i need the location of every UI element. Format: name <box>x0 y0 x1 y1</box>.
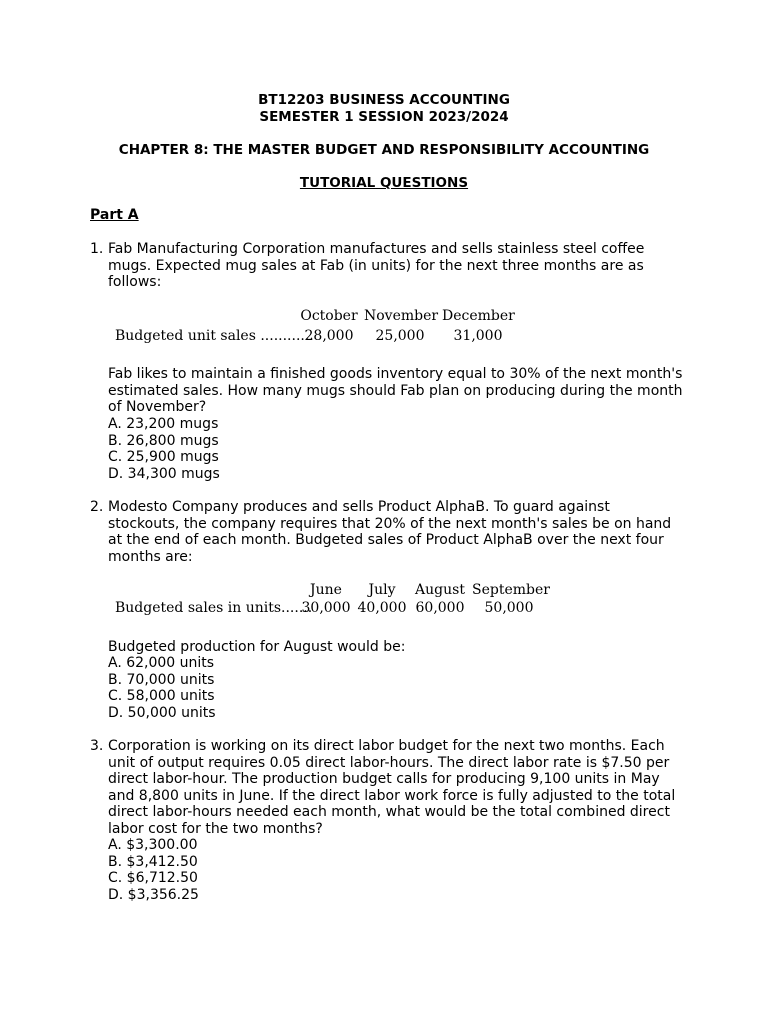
answer-option: B. 26,800 mugs <box>108 432 219 449</box>
question-line: stockouts, the company requires that 20% of the next month's sales be on hand <box>108 515 672 532</box>
table-cell: 28,000 <box>304 328 354 344</box>
table-column-header: June <box>310 582 342 598</box>
question-line: direct labor-hour. The production budget calls for producing 9,100 units in May <box>108 771 660 788</box>
answer-option: A. 62,000 units <box>108 655 215 671</box>
answer-option: A. 23,200 mugs <box>108 416 219 432</box>
question-line: Fab likes to maintain a finished goods inventory equal to 30% of the next month's <box>108 366 683 382</box>
question-line: unit of output requires 0.05 direct labor-hours. The direct labor rate is $7.50 per <box>108 754 670 771</box>
question-line: and 8,800 units in June. If the direct labor work force is fully adjusted to the total <box>108 787 676 804</box>
table-column-header: August <box>415 582 465 598</box>
answer-option: B. 70,000 units <box>108 671 215 688</box>
question-line: mugs. Expected mug sales at Fab (in units) for the next three months are as <box>108 257 644 274</box>
answer-option: D. $3,356.25 <box>108 886 199 903</box>
answer-option: C. 58,000 units <box>108 688 215 705</box>
table-column-header: July <box>368 582 396 598</box>
section-title-wrap <box>0 175 768 192</box>
table-column-header: September <box>472 582 550 598</box>
question-line: direct labor-hours needed each month, what would be the total combined direct <box>108 804 670 821</box>
question-intro <box>108 241 698 291</box>
question-intro <box>108 499 698 565</box>
answer-options <box>108 416 220 482</box>
table-row-label: Budgeted sales in units....... <box>115 600 313 616</box>
question-line: Modesto Company produces and sells Product AlphaB. To guard against <box>108 499 610 515</box>
question-body <box>108 366 698 416</box>
part-label: Part A <box>90 207 139 223</box>
table-cell: 25,000 <box>375 328 425 344</box>
question-line: estimated sales. How many mugs should Fab plan on producing during the month <box>108 382 683 399</box>
table-cell: 31,000 <box>453 328 503 344</box>
answer-option: D. 34,300 mugs <box>108 465 220 482</box>
table-cell: 40,000 <box>357 600 407 616</box>
table-cell: 30,000 <box>301 600 351 616</box>
question-body <box>108 639 698 656</box>
question-line: labor cost for the two months? <box>108 820 323 837</box>
sales-table <box>0 306 768 350</box>
question-line: follows: <box>108 274 162 291</box>
answer-option: B. $3,412.50 <box>108 853 198 870</box>
question-line: Fab Manufacturing Corporation manufactures and sells stainless steel coffee <box>108 241 645 257</box>
table-column-header: November <box>364 308 439 324</box>
question-line: of November? <box>108 399 207 416</box>
section-title: TUTORIAL QUESTIONS <box>299 175 469 191</box>
table-cell: 50,000 <box>484 600 534 616</box>
question-line: Budgeted production for August would be: <box>108 639 406 655</box>
semester-title: SEMESTER 1 SESSION 2023/2024 <box>259 109 509 125</box>
answer-option: C. 25,900 mugs <box>108 449 219 466</box>
table-column-header: December <box>442 308 515 324</box>
sales-table <box>0 580 768 624</box>
question-line: months are: <box>108 548 193 565</box>
question-line: Corporation is working on its direct labor budget for the next two months. Each <box>108 738 665 754</box>
question-number: 3. <box>90 738 104 754</box>
question-intro <box>108 738 698 838</box>
question-line: at the end of each month. Budgeted sales of Product AlphaB over the next four <box>108 532 664 549</box>
answer-options <box>108 837 199 903</box>
question-number: 1. <box>90 241 104 257</box>
question-number: 2. <box>90 499 104 515</box>
answer-option: C. $6,712.50 <box>108 870 198 887</box>
answer-option: A. $3,300.00 <box>108 837 198 853</box>
table-column-header: October <box>300 308 358 324</box>
chapter-title: CHAPTER 8: THE MASTER BUDGET AND RESPONSIBILITY ACCOUNTING <box>118 142 650 158</box>
table-row-label: Budgeted unit sales ............ <box>115 328 314 344</box>
answer-options <box>108 655 216 721</box>
answer-option: D. 50,000 units <box>108 704 216 721</box>
course-title: BT12203 BUSINESS ACCOUNTING <box>258 92 510 108</box>
table-cell: 60,000 <box>415 600 465 616</box>
